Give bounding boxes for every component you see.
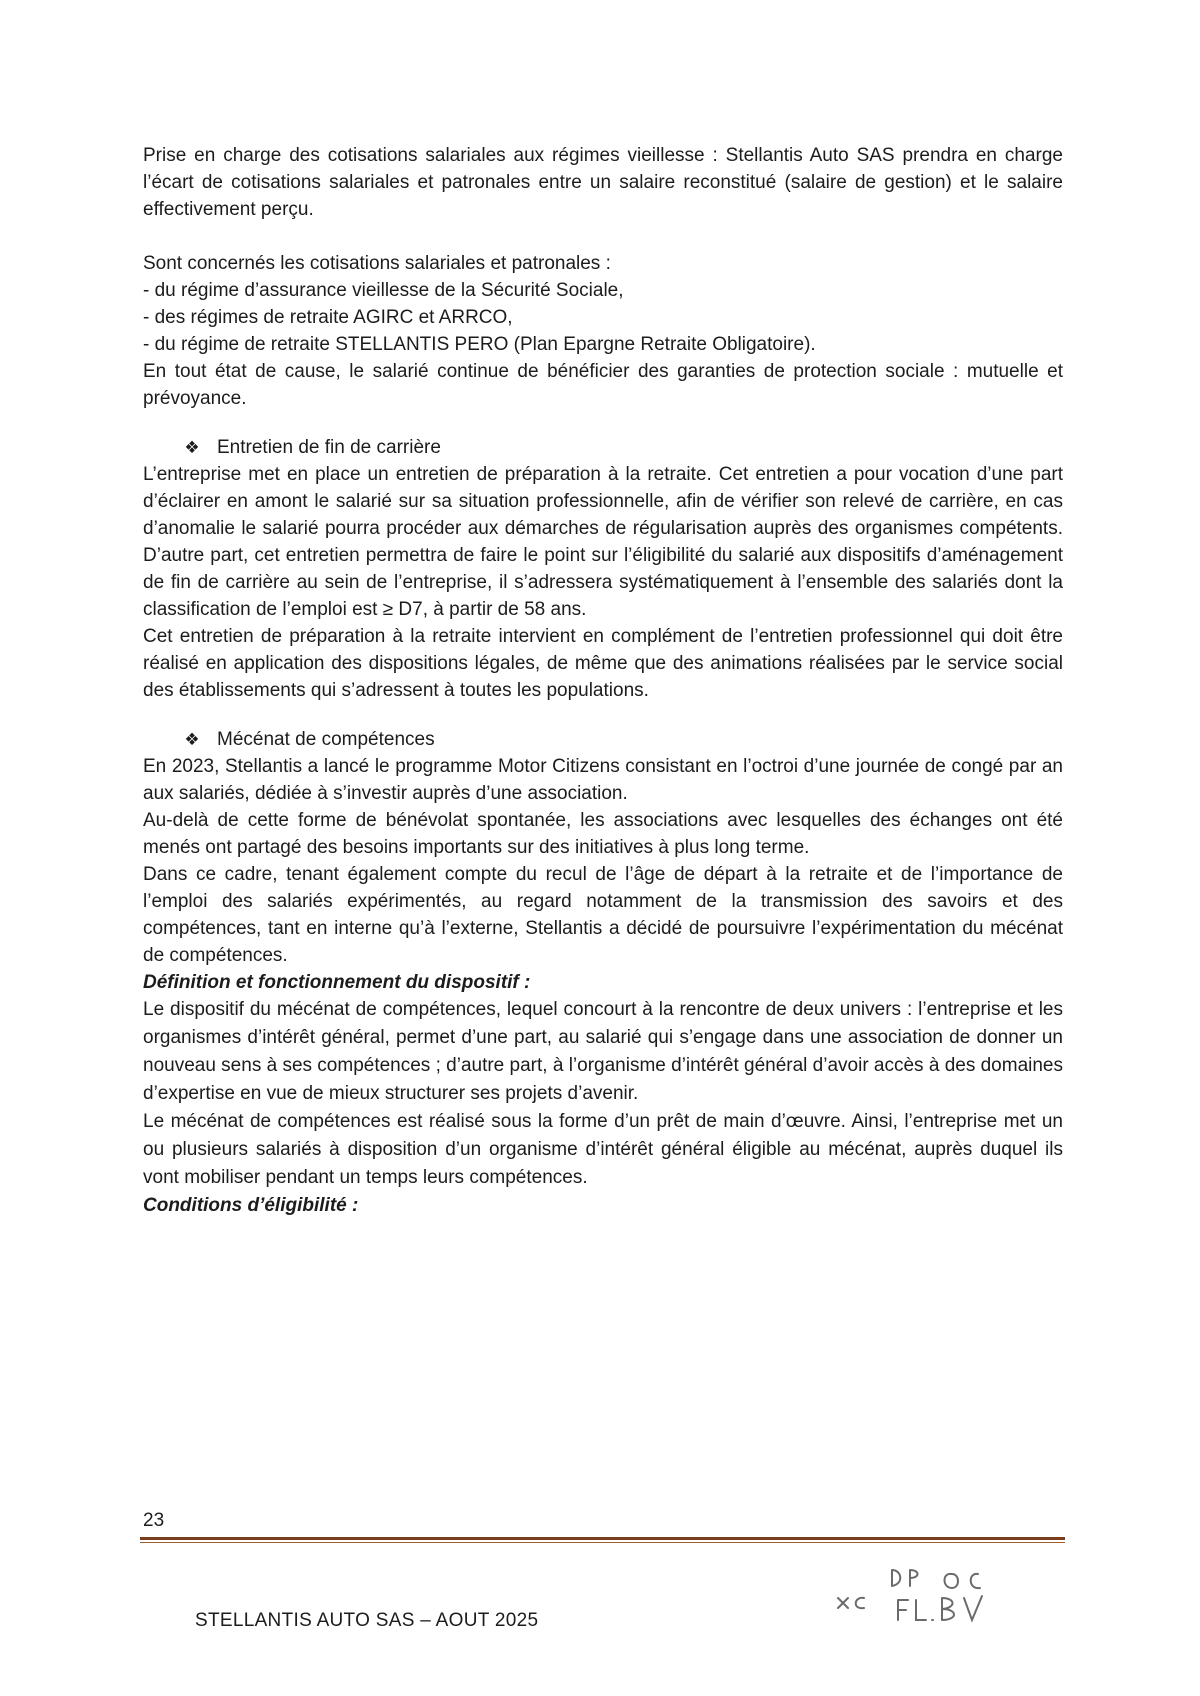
paragraph-pret-main-oeuvre: Le mécénat de compétences est réalisé sous la forme d’un prêt de main d’œuvre. Ainsi, l’entreprise met un ou plusieurs salariés à disposition d’un organisme d’intérêt général éligible au mécénat, auprès duquel ils vont mobiliser pendant un temps leurs compétences. [143,1111,1063,1188]
subheading-definition: Définition et fonctionnement du dispositif : [143,972,531,993]
footer-divider [140,1537,1065,1540]
list-intro: Sont concernés les cotisations salariales et patronales : [143,253,611,274]
footer-company: STELLANTIS AUTO SAS – AOUT 2025 [195,1610,539,1631]
footer-divider-thin [140,1542,1065,1543]
section-heading-entretien [181,434,1063,461]
list-concerned-contributions [143,250,1063,358]
diamond-bullet-icon: ❖ [184,730,200,749]
paragraph-cadre: Dans ce cadre, tenant également compte du recul de l’âge de départ à la retraite et de l’importance de l’emploi des salariés expérimentés, au regard notamment de la transmission des savoirs et des compétences, tant en interne qu’à l’externe, Stellantis a décidé de poursuivre l’expérimentation du mécénat de compétences. [143,864,1063,966]
paragraph-protection-sociale: En tout état de cause, le salarié continue de bénéficier des garanties de protection sociale : mutuelle et prévoyance. [143,361,1063,409]
heading-text: Entretien de fin de carrière [217,437,441,458]
paragraph-motor-citizens: En 2023, Stellantis a lancé le programme Motor Citizens consistant en l’octroi d’une journée de congé par an aux salariés, dédiée à s’investir auprès d’une association. [143,756,1063,804]
page-number: 23 [143,1510,165,1531]
paragraph-entretien-complement: Cet entretien de préparation à la retraite intervient en complément de l’entretien professionnel qui doit être réalisé en application des dispositions légales, de même que des animations réalisées par le service social des établissements qui s’adressent à toutes les populations. [143,626,1063,701]
document-body [143,142,1063,1219]
handwritten-initials [830,1558,1010,1628]
diamond-bullet-icon: ❖ [184,438,200,457]
paragraph-benevolat: Au-delà de cette forme de bénévolat spontanée, les associations avec lesquelles des échanges ont été menés ont partagé des besoins importants sur des initiatives à plus long terme. [143,810,1063,858]
paragraph-dispositif: Le dispositif du mécénat de compétences, lequel concourt à la rencontre de deux univers : l’entreprise et les organismes d’intérêt général, permet d’une part, au salarié qui s’engage dans une association de donner un nouveau sens à ses compétences ; d’autre part, à l’organisme d’intérêt général d’avoir accès à des domaines d’expertise en vue de mieux structurer ses projets d’avenir. [143,999,1063,1104]
section-heading-mecenat [181,726,1063,753]
list-item: - du régime d’assurance vieillesse de la Sécurité Sociale, [143,280,624,301]
heading-text: Mécénat de compétences [217,729,435,750]
paragraph-cotisations: Prise en charge des cotisations salariales aux régimes vieillesse : Stellantis Auto SAS prendra en charge l’écart de cotisations salariales et patronales entre un salaire reconstitué (salaire de gestion) et le salaire effectivement perçu. [143,145,1063,220]
list-item: - du régime de retraite STELLANTIS PERO (Plan Epargne Retraite Obligatoire). [143,334,816,355]
paragraph-entretien-preparation: L’entreprise met en place un entretien de préparation à la retraite. Cet entretien a pour vocation d’une part d’éclairer en amont le salarié sur sa situation professionnelle, afin de vérifier son relevé de carrière, en cas d’anomalie le salarié pourra procéder aux démarches de régularisation auprès des organismes compétents. D’autre part, cet entretien permettra de faire le point sur l’éligibilité du salarié aux dispositifs d’aménagement de fin de carrière au sein de l’entreprise, il s’adressera systématiquement à l’ensemble des salariés dont la classification de l’emploi est ≥ D7, à partir de 58 ans. [143,464,1063,620]
list-item: - des régimes de retraite AGIRC et ARRCO, [143,307,513,328]
subheading-conditions: Conditions d’éligibilité : [143,1195,359,1216]
